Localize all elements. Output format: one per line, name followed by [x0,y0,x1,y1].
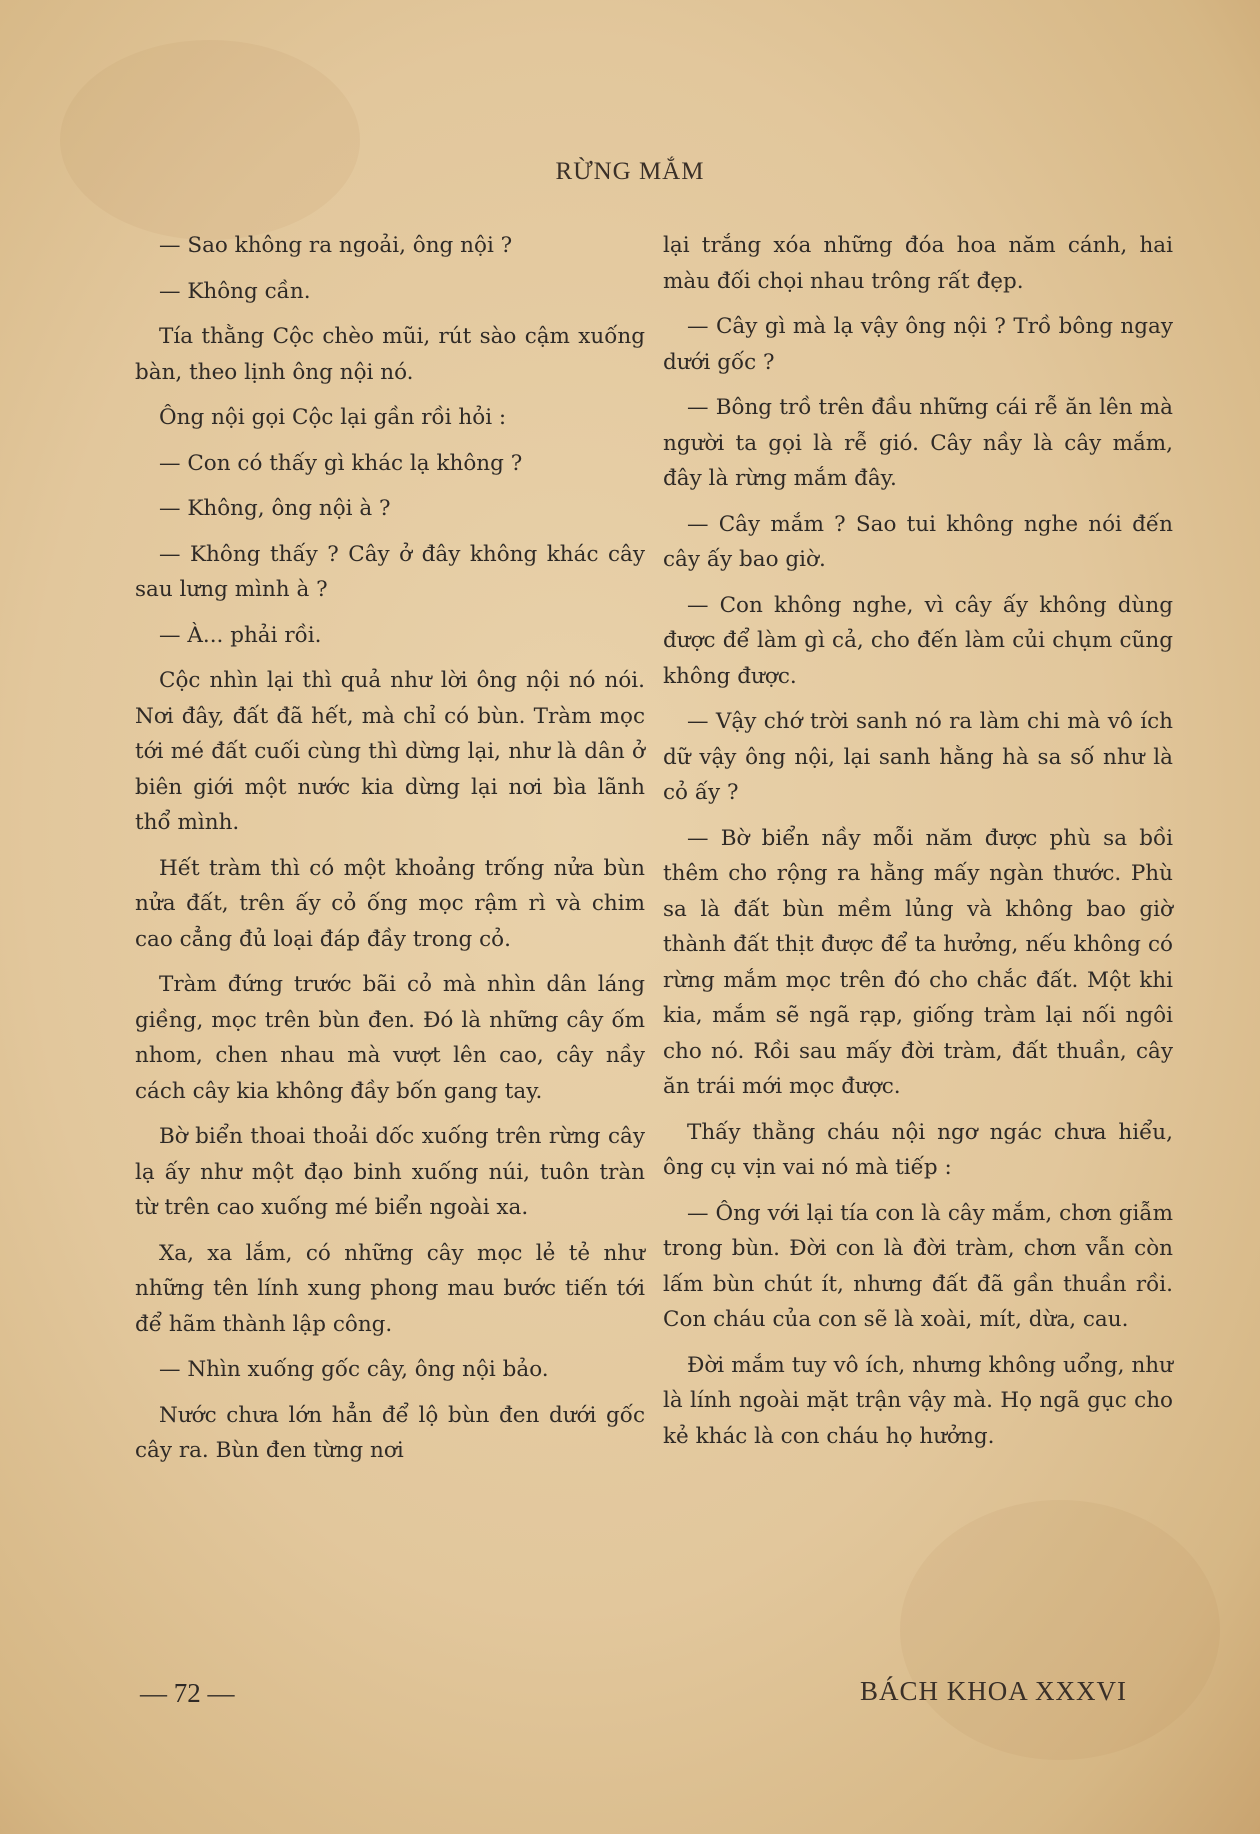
paragraph: Cộc nhìn lại thì quả như lời ông nội nó nói. Nơi đây, đất đã hết, mà chỉ có bùn. Tràm mọc tới mé đất cuối cùng thì dừng lại, như là dân ở biên giới một nước kia dừng lại nơi bìa lãnh thổ mình. [135,668,645,835]
paragraph: — Sao không ra ngoải, ông nội ? [159,233,513,258]
paragraph: Bờ biển thoai thoải dốc xuống trên rừng cây lạ ấy như một đạo binh xuống núi, tuôn tràn từ trên cao xuống mé biển ngoài xa. [135,1124,645,1220]
paragraph: — Cây gì mà lạ vậy ông nội ? Trồ bông ngay dưới gốc ? [663,314,1173,375]
paragraph: — Nhìn xuống gốc cây, ông nội bảo. [159,1357,549,1382]
paragraph: lại trắng xóa những đóa hoa năm cánh, hai màu đối chọi nhau trông rất đẹp. [663,233,1173,294]
paragraph: — Không thấy ? Cây ở đây không khác cây sau lưng mình à ? [135,541,645,602]
paragraph: — Không, ông nội à ? [159,496,391,521]
paragraph: Xa, xa lắm, có những cây mọc lẻ tẻ như những tên lính xung phong mau bước tiến tới để hãm thành lập công. [135,1240,645,1337]
paragraph: — Ông với lại tía con là cây mắm, chơn giẫm trong bùn. Đời con là đời tràm, chơn vẫn còn lấm bùn chút ít, nhưng đất đã gần thuần rồi. Con cháu của con sẽ là xoài, mít, dừa, cau. [663,1200,1173,1332]
paragraph: Thấy thằng cháu nội ngơ ngác chưa hiểu, ông cụ vịn vai nó mà tiếp : [663,1119,1173,1180]
paragraph: Ông nội gọi Cộc lại gần rồi hỏi : [159,405,507,430]
paragraph: Tràm đứng trước bãi cỏ mà nhìn dân láng giềng, mọc trên bùn đen. Đó là những cây ốm nhom, chen nhau mà vượt lên cao, cây nầy cách cây kia không đầy bốn gang tay. [135,972,645,1104]
paragraph: Hết tràm thì có một khoảng trống nửa bùn nửa đất, trên ấy cỏ ống mọc rậm rì và chim cao cẳng đủ loại đáp đầy trong cỏ. [135,855,645,952]
paper-stain [900,1500,1220,1760]
paragraph: — Bông trồ trên đầu những cái rễ ăn lên mà người ta gọi là rễ gió. Cây nầy là cây mắm, đây là rừng mắm đây. [663,395,1173,491]
paragraph: — Con không nghe, vì cây ấy không dùng được để làm gì cả, cho đến làm củi chụm cũng không được. [663,592,1173,689]
running-header: RỪNG MẮM [555,158,705,185]
paragraph: — Con có thấy gì khác lạ không ? [159,450,523,476]
paragraph: — Vậy chớ trời sanh nó ra làm chi mà vô ích dữ vậy ông nội, lại sanh hằng hà sa số như là cỏ ấy ? [663,709,1173,805]
page-number: — 72 — [140,1678,235,1708]
right-column [663,228,1173,1464]
paragraph: Tía thằng Cộc chèo mũi, rút sào cậm xuống bàn, theo lịnh ông nội nó. [135,324,645,385]
paragraph: — Không cần. [159,278,311,304]
paragraph: — À... phải rồi. [159,622,322,648]
left-column [135,228,645,1479]
paper-stain [60,40,360,240]
paragraph: Nước chưa lớn hẳn để lộ bùn đen dưới gốc cây ra. Bùn đen từng nơi [135,1402,645,1463]
paragraph: — Cây mắm ? Sao tui không nghe nói đến cây ấy bao giờ. [663,511,1173,572]
journal-name: BÁCH KHOA XXXVI [860,1676,1128,1706]
paragraph: — Bờ biển nầy mỗi năm được phù sa bồi thêm cho rộng ra hằng mấy ngàn thước. Phù sa là đất bùn mềm lủng và không bao giờ thành đất thịt được để ta hưởng, nếu không có rừng mắm mọc trên đó cho chắc đất. Một khi kia, mắm sẽ ngã rạp, giống tràm lại nối ngôi cho nó. Rồi sau mấy đời tràm, đất thuần, cây ăn trái mới mọc được. [663,825,1173,1099]
paragraph: Đời mắm tuy vô ích, nhưng không uổng, như là lính ngoài mặt trận vậy mà. Họ ngã gục cho kẻ khác là con cháu họ hưởng. [663,1352,1173,1449]
